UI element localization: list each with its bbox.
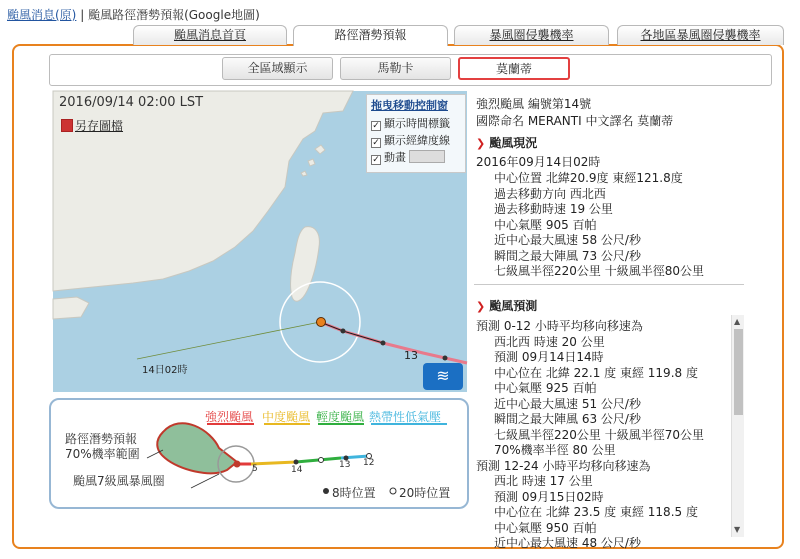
map-control-panel[interactable] [366,94,466,173]
save-map-link[interactable] [61,117,123,134]
toggle-graticule[interactable] [371,132,461,149]
forecast-heading [476,297,537,314]
checkbox-checked-icon[interactable]: ✓ [372,121,380,131]
forecast-line: 中心位在 北緯 23.5 度 東經 118.5 度 [494,505,698,519]
checkbox-checked-icon[interactable]: ✓ [372,138,380,148]
scrollbar-thumb[interactable] [734,329,743,415]
cwb-logo-icon: ≋ [423,363,463,390]
legend-20h-key-dot [390,488,396,494]
current-line: 七級風半徑220公里 十級風半徑80公里 [494,264,704,278]
zhejiang-islands [301,145,325,176]
forecast-scrollbar[interactable] [731,315,744,537]
legend-gale-label: 颱風7級風暴風圈 [73,474,165,488]
current-status-heading [476,134,537,151]
forecast-line: 西北 時速 17 公里 [494,474,593,488]
control-panel-title[interactable]: 拖曳移動控制窗 [371,99,448,112]
typhoon-map[interactable] [53,91,467,392]
save-file-icon [61,119,73,132]
past-position-marker [381,341,386,346]
forecast-line: 預測 12-24 小時平均移向移速為 [476,459,651,473]
save-map-label: 另存圖檔 [75,119,124,133]
legend-cone-probability: 70%機率範圍 [65,447,140,461]
legend-cone-shape [157,423,237,473]
red-arrow-icon: ❯ [476,137,486,150]
legend-medium-segment [251,462,296,464]
red-arrow-icon: ❯ [476,300,486,313]
forecast-line: 預測 09月14日14時 [494,350,604,364]
map-legend [49,398,469,509]
legend-num: 5 [252,464,258,474]
tab-typhoon-home[interactable]: 颱風消息首頁 [133,25,287,45]
scroll-down-icon[interactable]: ▼ [734,525,741,534]
legend-8h-position: 8時位置 [332,486,376,500]
current-position-marker [317,318,326,327]
track-time-label: 14日02時 [142,365,188,376]
track-position-number: 13 [404,349,418,362]
breadcrumb-separator: | [80,8,85,22]
section-title: 颱風現況 [489,136,538,150]
forecast-line: 預測 09月15日02時 [494,490,604,504]
legend-medium-typhoon: 中度颱風 [262,410,311,424]
forecast-line: 70%機率半徑 80 公里 [494,443,616,457]
forecast-line: 近中心最大風速 51 公尺/秒 [494,397,641,411]
subtab-meranti[interactable]: 莫蘭蒂 [458,57,570,80]
track-pointer-line [137,322,320,359]
forecast-line: 中心氣壓 925 百帕 [494,381,597,395]
subtab-malakas[interactable]: 馬勒卡 [340,57,451,80]
current-line: 瞬間之最大陣風 73 公尺/秒 [494,249,641,263]
legend-pointer-line [191,474,219,488]
toggle-label: 顯示時間標籤 [384,117,450,130]
toggle-time-labels[interactable] [371,115,461,132]
section-title: 颱風預測 [489,299,538,313]
forecast-line: 七級風半徑220公里 十級風半徑70公里 [494,428,704,442]
current-line: 近中心最大風速 58 公尺/秒 [494,233,641,247]
toggle-label: 顯示經緯度線 [384,134,450,147]
typhoon-names: 國際命名 MERANTI 中文譯名 莫蘭蒂 [476,114,674,128]
tab-track-forecast[interactable]: 路徑潛勢預報 [293,25,448,46]
legend-tropical-depression: 熱帶性低氣壓 [369,410,442,424]
past-position-marker [443,356,448,361]
legend-num: 14 [291,465,303,475]
forecast-line: 瞬間之最大陣風 63 公尺/秒 [494,412,641,426]
legend-current-marker [234,461,241,468]
current-line: 中心氣壓 905 百帕 [494,218,597,232]
tab-wind-probability[interactable]: 暴風圈侵襲機率 [454,25,609,45]
toggle-animation[interactable] [371,149,461,166]
legend-num: 12 [363,458,375,468]
hainan-coast [53,297,89,319]
legend-cone-label: 路徑潛勢預報 [65,432,138,446]
legend-20h-dot [319,458,324,463]
forecast-line: 西北西 時速 20 公里 [494,335,605,349]
typhoon-title: 強烈颱風 編號第14號 [476,97,592,111]
checkbox-checked-icon[interactable]: ✓ [372,155,380,165]
breadcrumb-current: 颱風路徑潛勢預報(Google地圖) [88,8,260,22]
toggle-label: 動畫 [384,151,406,164]
scroll-up-icon[interactable]: ▲ [734,317,741,326]
forecast-line: 中心氣壓 950 百帕 [494,521,597,535]
current-line: 過去移動方向 西北西 [494,187,606,201]
tab-regional-wind-probability[interactable]: 各地區暴風圈侵襲機率 [617,25,784,45]
forecast-line: 中心位在 北緯 22.1 度 東經 119.8 度 [494,366,698,380]
current-line: 中心位置 北緯20.9度 東經121.8度 [494,171,683,185]
forecast-scroll-area[interactable] [474,315,744,550]
legend-8h-dot [294,460,299,465]
breadcrumb-link[interactable]: 颱風消息(原) [7,8,77,22]
current-time: 2016年09月14日02時 [476,155,601,169]
divider [474,284,744,285]
breadcrumb [7,6,260,23]
past-position-marker [341,329,346,334]
current-line: 過去移動時速 19 公里 [494,202,613,216]
legend-8h-key-dot [323,488,329,494]
legend-mild-typhoon: 輕度颱風 [316,410,365,424]
animation-player-control[interactable] [409,150,445,163]
legend-num: 13 [339,460,351,470]
map-timestamp: 2016/09/14 02:00 LST [59,95,204,110]
legend-20h-position: 20時位置 [399,486,451,500]
forecast-line: 預測 0-12 小時平均移向移速為 [476,319,643,333]
subtab-all-region[interactable]: 全區域顯示 [222,57,333,80]
legend-strong-typhoon: 強烈颱風 [205,410,254,424]
forecast-line: 近中心最大風速 48 公尺/秒 [494,536,641,550]
